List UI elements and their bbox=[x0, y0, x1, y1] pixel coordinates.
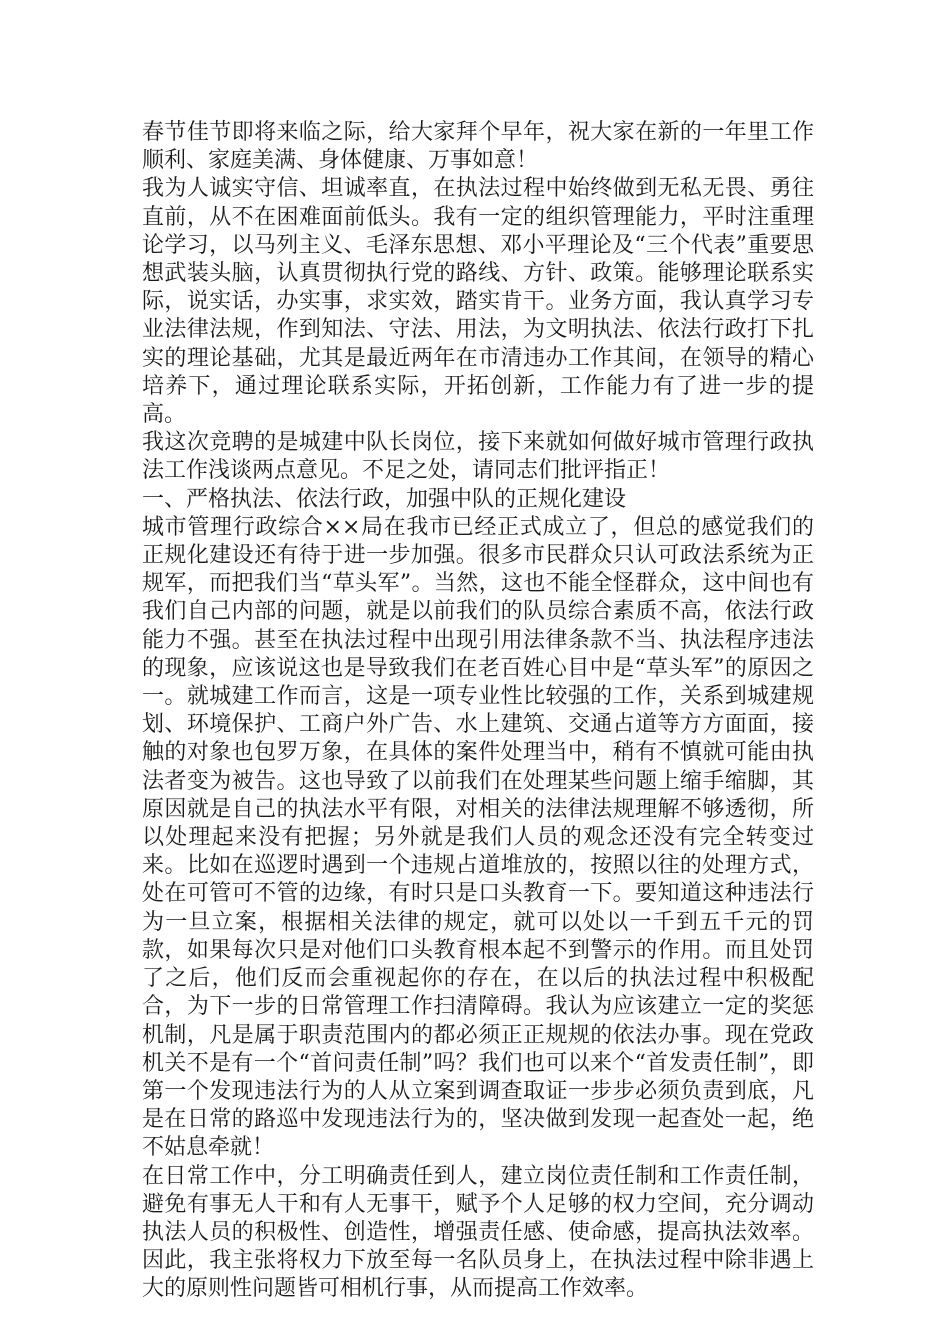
self-introduction-paragraph: 我为人诚实守信、坦诚率直，在执法过程中始终做到无私无畏、勇往直前，从不在困难面前低头。我有一定的组织管理能力，平时注重理论学习，以马列主义、毛泽东思想、邓小平理论及“三个代表”重要思想武装头脑，认真贯彻执行党的路线、方针、政策。能够理论联系实际，说实话，办实事，求实效，踏实肯干。业务方面，我认真学习专业法律法规，作到知法、守法、用法，为文明执法、依法行政打下扎实的理论基础，尤其是最近两年在市清违办工作其间，在领导的精心培养下，通过理论联系实际，开拓创新，工作能力有了进一步的提高。 bbox=[142, 176, 814, 428]
body-paragraph: 城市管理行政综合××局在我市已经正式成立了，但总的感觉我们的正规化建设还有待于进一步加强。很多市民群众只认可政法系统为正规军，而把我们当“草头军”。当然，这也不能全怪群众，这中间也有我们自己内部的问题，就是以前我们的队员综合素质不高，依法行政能力不强。甚至在执法过程中出现引用法律条款不当、执法程序违法的现象，应该说这也是导致我们在老百姓心目中是“草头军”的原因之一。就城建工作而言，这是一项专业性比较强的工作，关系到城建规划、环境保护、工商户外广告、水上建筑、交通占道等方方面面，接触的对象也包罗万象，在具体的案件处理当中，稍有不慎就可能由执法者变为被告。这也导致了以前我们在处理某些问题上缩手缩脚，其原因就是自己的执法水平有限，对相关的法律法规理解不够透彻，所以处理起来没有把握；另外就是我们人员的观念还没有完全转变过来。比如在巡逻时遇到一个违规占道堆放的，按照以往的处理方式，处在可管可不管的边缘，有时只是口头教育一下。要知道这种违法行为一旦立案，根据相关法律的规定，就可以处以一千到五千元的罚款，如果每次只是对他们口头教育根本起不到警示的作用。而且处罚了之后，他们反而会重视起你的存在，在以后的执法过程中积极配合，为下一步的日常管理工作扫清障碍。我认为应该建立一定的奖惩机制，凡是属于职责范围内的都必须正正规规的依法办事。现在党政机关不是有一个“首问责任制”吗？我们也可以来个“首发责任制”，即第一个发现违法行为的人从立案到调查取证一步步必须负责到底，凡是在日常的路巡中发现违法行为的，坚决做到发现一起查处一起，绝不姑息牵就！ bbox=[142, 514, 814, 1161]
body-paragraph: 在日常工作中，分工明确责任到人，建立岗位责任制和工作责任制，避免有事无人干和有人无事干，赋予个人足够的权力空间，充分调动执法人员的积极性、创造性，增强责任感、使命感，提高执法效率。因此，我主张将权力下放至每一名队员身上，在执法过程中除非遇上大的原则性问题皆可相机行事，从而提高工作效率。 bbox=[142, 1163, 814, 1302]
position-intro-paragraph: 我这次竞聘的是城建中队长岗位，接下来就如何做好城市管理行政执法工作浅谈两点意见。不足之处，请同志们批评指正！ bbox=[142, 430, 814, 484]
document-body bbox=[142, 119, 814, 1304]
greeting-paragraph: 春节佳节即将来临之际，给大家拜个早年，祝大家在新的一年里工作顺利、家庭美满、身体健康、万事如意！ bbox=[142, 120, 814, 174]
section-heading: 一、严格执法、依法行政，加强中队的正规化建设 bbox=[142, 486, 627, 512]
